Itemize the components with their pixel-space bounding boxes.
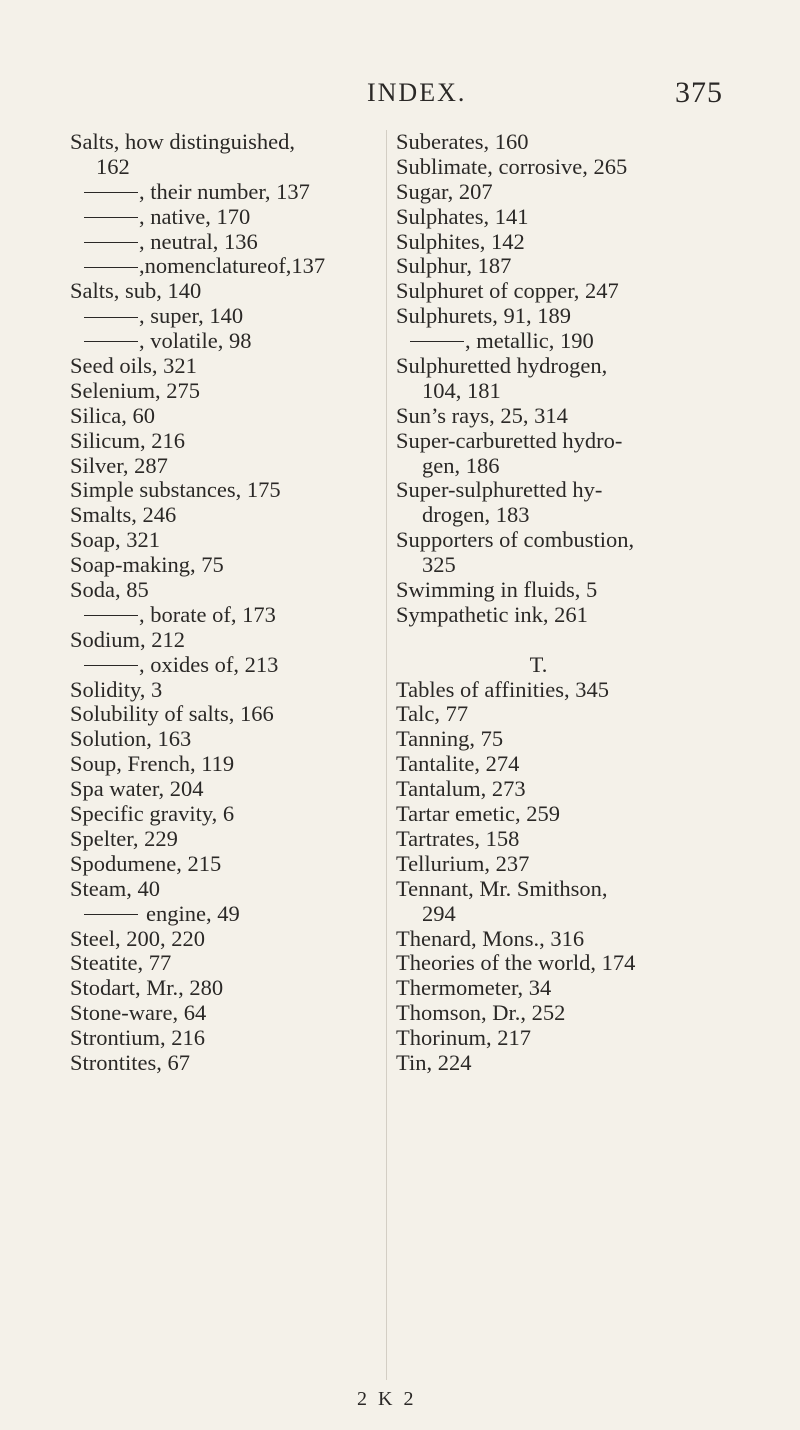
index-entry: Swimming in fluids, 5 (396, 577, 598, 603)
index-subentry (70, 230, 380, 255)
index-entry: Stodart, Mr., 280 (70, 975, 224, 1001)
ditto-dash (84, 317, 138, 318)
index-entry: Theories of the world, 174 (396, 950, 636, 976)
index-entry: Sympathetic ink, 261 (396, 601, 588, 627)
index-entry-continuation: 294 (422, 900, 456, 926)
index-entry: Sublimate, corrosive, 265 (396, 153, 628, 179)
subentry-text: ,nomenclatureof,137 (139, 253, 326, 279)
subentry-text: , neutral, 136 (139, 228, 258, 254)
index-entry: Solidity, 3 (70, 676, 163, 702)
index-entry: Thenard, Mons., 316 (396, 925, 585, 951)
ditto-dash (84, 341, 138, 342)
index-entry: Talc, 77 (396, 701, 469, 727)
printer-signature-mark: 2 K 2 (357, 1388, 417, 1410)
index-entry: Silica, 60 (70, 402, 155, 428)
ditto-dash (84, 192, 138, 193)
index-entry: Spa water, 204 (70, 776, 204, 802)
index-entry: Tartar emetic, 259 (396, 801, 560, 827)
index-entry: Solution, 163 (70, 726, 192, 752)
subentry-text: engine, 49 (146, 900, 240, 926)
index-entry: Soap, 321 (70, 527, 160, 553)
index-entry: Tartrates, 158 (396, 825, 520, 851)
ditto-dash (84, 242, 138, 243)
subentry-text: , volatile, 98 (139, 328, 252, 354)
index-entry-continuation: gen, 186 (422, 452, 500, 478)
index-entry: Sulphuretted hydrogen, (396, 353, 608, 379)
index-entry: Seed oils, 321 (70, 353, 197, 379)
index-entry-continuation: 104, 181 (422, 377, 501, 403)
index-entry: Strontium, 216 (70, 1025, 206, 1051)
index-entry: Thomson, Dr., 252 (396, 1000, 566, 1026)
index-subentry (70, 329, 380, 354)
index-entry: Super-sulphuretted hy- (396, 477, 603, 503)
index-entry: Sulphur, 187 (396, 253, 512, 279)
ditto-dash (84, 914, 138, 915)
ditto-dash (84, 267, 138, 268)
index-entry: Tables of affinities, 345 (396, 676, 609, 702)
index-entry: Spelter, 229 (70, 825, 178, 851)
index-entry: Steam, 40 (70, 875, 160, 901)
subentry-text: , metallic, 190 (465, 328, 594, 354)
ditto-dash (84, 615, 138, 616)
index-entry: Tantalite, 274 (396, 751, 520, 777)
index-entry: Salts, sub, 140 (70, 278, 202, 304)
index-subentry (70, 653, 380, 678)
index-column-right (396, 130, 741, 1076)
index-column-left (70, 130, 380, 1076)
index-entry: Suberates, 160 (396, 129, 529, 154)
index-entry: Silver, 287 (70, 452, 168, 478)
subentry-text: , their number, 137 (139, 178, 310, 204)
index-entry: Sodium, 212 (70, 626, 186, 652)
index-entry: Solubility of salts, 166 (70, 701, 274, 727)
ditto-dash (84, 665, 138, 666)
index-entry: Specific gravity, 6 (70, 801, 235, 827)
index-entry: Super-carburetted hydro- (396, 427, 623, 453)
ditto-dash (410, 341, 464, 342)
index-entry: Thorinum, 217 (396, 1025, 531, 1051)
index-entry: Sun’s rays, 25, 314 (396, 402, 568, 428)
index-subentry (70, 603, 380, 628)
subentry-text: , oxides of, 213 (139, 651, 279, 677)
index-entry: Tantalum, 273 (396, 776, 526, 802)
index-entry: Strontites, 67 (70, 1049, 191, 1075)
index-entry: Steatite, 77 (70, 950, 172, 976)
index-entry-continuation: drogen, 183 (422, 502, 530, 528)
subentry-text: , native, 170 (139, 203, 251, 229)
page-header (0, 78, 800, 118)
index-entry: Salts, how distinguished, (70, 129, 296, 154)
index-subentry (70, 254, 380, 279)
column-divider (386, 130, 387, 1380)
index-entry: Smalts, 246 (70, 502, 177, 528)
index-entry: Tanning, 75 (396, 726, 504, 752)
index-subentry (70, 304, 380, 329)
subentry-text: , super, 140 (139, 303, 244, 329)
index-entry: Sulphates, 141 (396, 203, 529, 229)
blank-line (396, 628, 741, 653)
index-entry: Selenium, 275 (70, 377, 200, 403)
section-letter-heading: T. (529, 651, 548, 677)
index-entry-continuation: 325 (422, 552, 456, 578)
index-entry: Soap-making, 75 (70, 552, 224, 578)
index-entry: Tellurium, 237 (396, 850, 530, 876)
index-entry: Sulphites, 142 (396, 228, 525, 254)
index-entry: Sugar, 207 (396, 178, 493, 204)
page-number: 375 (675, 76, 723, 109)
index-entry: Tennant, Mr. Smithson, (396, 875, 608, 901)
index-entry: Soda, 85 (70, 577, 149, 603)
index-entry: Stone-ware, 64 (70, 1000, 207, 1026)
index-entry: Soup, French, 119 (70, 751, 235, 777)
index-entry: Thermometer, 34 (396, 975, 552, 1001)
index-entry: Spodumene, 215 (70, 850, 222, 876)
index-entry: Steel, 200, 220 (70, 925, 205, 951)
index-entry: Sulphurets, 91, 189 (396, 303, 572, 329)
index-subentry (70, 180, 380, 205)
subentry-text: , borate of, 173 (139, 601, 276, 627)
index-entry: Sulphuret of copper, 247 (396, 278, 619, 304)
index-entry: Simple substances, 175 (70, 477, 281, 503)
ditto-dash (84, 217, 138, 218)
index-entry: Supporters of combustion, (396, 527, 635, 553)
index-entry-continuation: 162 (96, 153, 130, 179)
index-subentry (70, 205, 380, 230)
page-title: INDEX. (367, 78, 467, 107)
index-subentry (396, 329, 741, 354)
index-subentry (70, 902, 380, 927)
index-entry: Tin, 224 (396, 1049, 472, 1075)
index-entry: Silicum, 216 (70, 427, 186, 453)
